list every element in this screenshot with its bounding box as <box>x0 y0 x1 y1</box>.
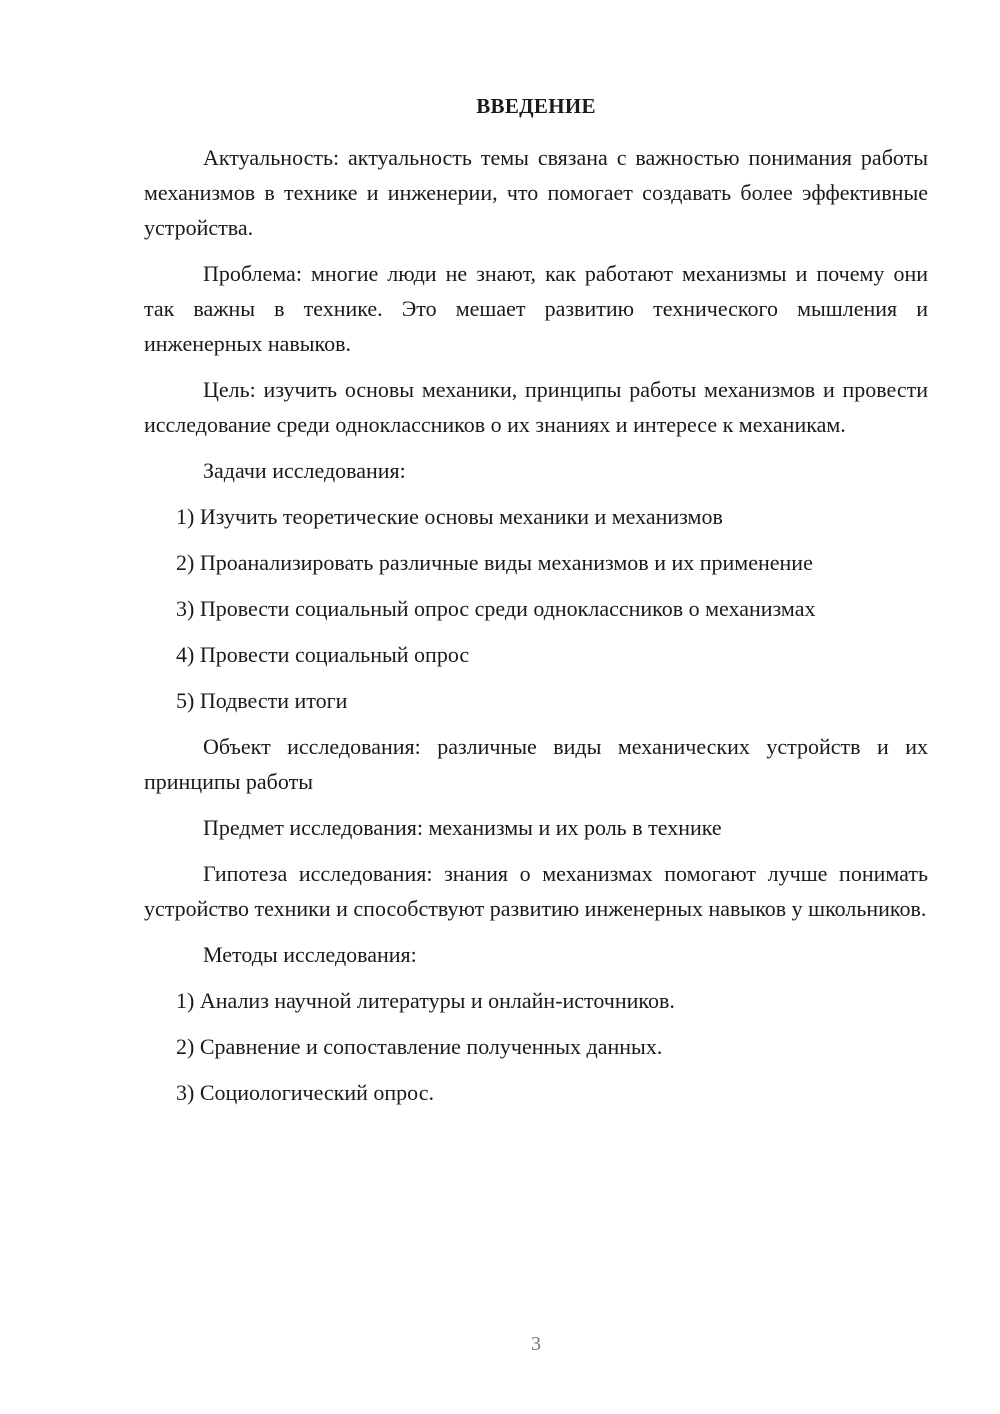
task-item: 3) Провести социальный опрос среди одноклассников о механизмах <box>176 596 816 621</box>
task-item: 1) Изучить теоретические основы механики и механизмов <box>176 504 723 529</box>
goal-paragraph: Цель: изучить основы механики, принципы работы механизмов и провести исследование среди одноклассников о их знаниях и интересе к механикам. <box>144 377 928 437</box>
document-page <box>144 0 928 1414</box>
subject-paragraph: Предмет исследования: механизмы и их роль в технике <box>203 815 722 840</box>
hypothesis-paragraph: Гипотеза исследования: знания о механизмах помогают лучше понимать устройство техники и способствуют развитию инженерных навыков у школьников. <box>144 861 928 921</box>
methods-heading: Методы исследования: <box>203 942 417 967</box>
method-item: 2) Сравнение и сопоставление полученных данных. <box>176 1034 663 1059</box>
relevance-paragraph: Актуальность: актуальность темы связана с важностью понимания работы механизмов в технике и инженерии, что помогает создавать более эффективные устройства. <box>144 145 928 240</box>
page-title: ВВЕДЕНИЕ <box>476 94 596 118</box>
method-item: 1) Анализ научной литературы и онлайн-источников. <box>176 988 675 1013</box>
task-item: 2) Проанализировать различные виды механизмов и их применение <box>176 550 813 575</box>
object-paragraph: Объект исследования: различные виды механических устройств и их принципы работы <box>144 734 928 794</box>
task-item: 5) Подвести итоги <box>176 688 348 713</box>
tasks-heading: Задачи исследования: <box>203 458 406 483</box>
method-item: 3) Социологический опрос. <box>176 1080 434 1105</box>
page-number: 3 <box>531 1333 541 1355</box>
task-item: 4) Провести социальный опрос <box>176 642 470 667</box>
document-body <box>144 140 928 1121</box>
problem-paragraph: Проблема: многие люди не знают, как работают механизмы и почему они так важны в технике. Это мешает развитию технического мышления и инженерных навыков. <box>144 261 928 356</box>
